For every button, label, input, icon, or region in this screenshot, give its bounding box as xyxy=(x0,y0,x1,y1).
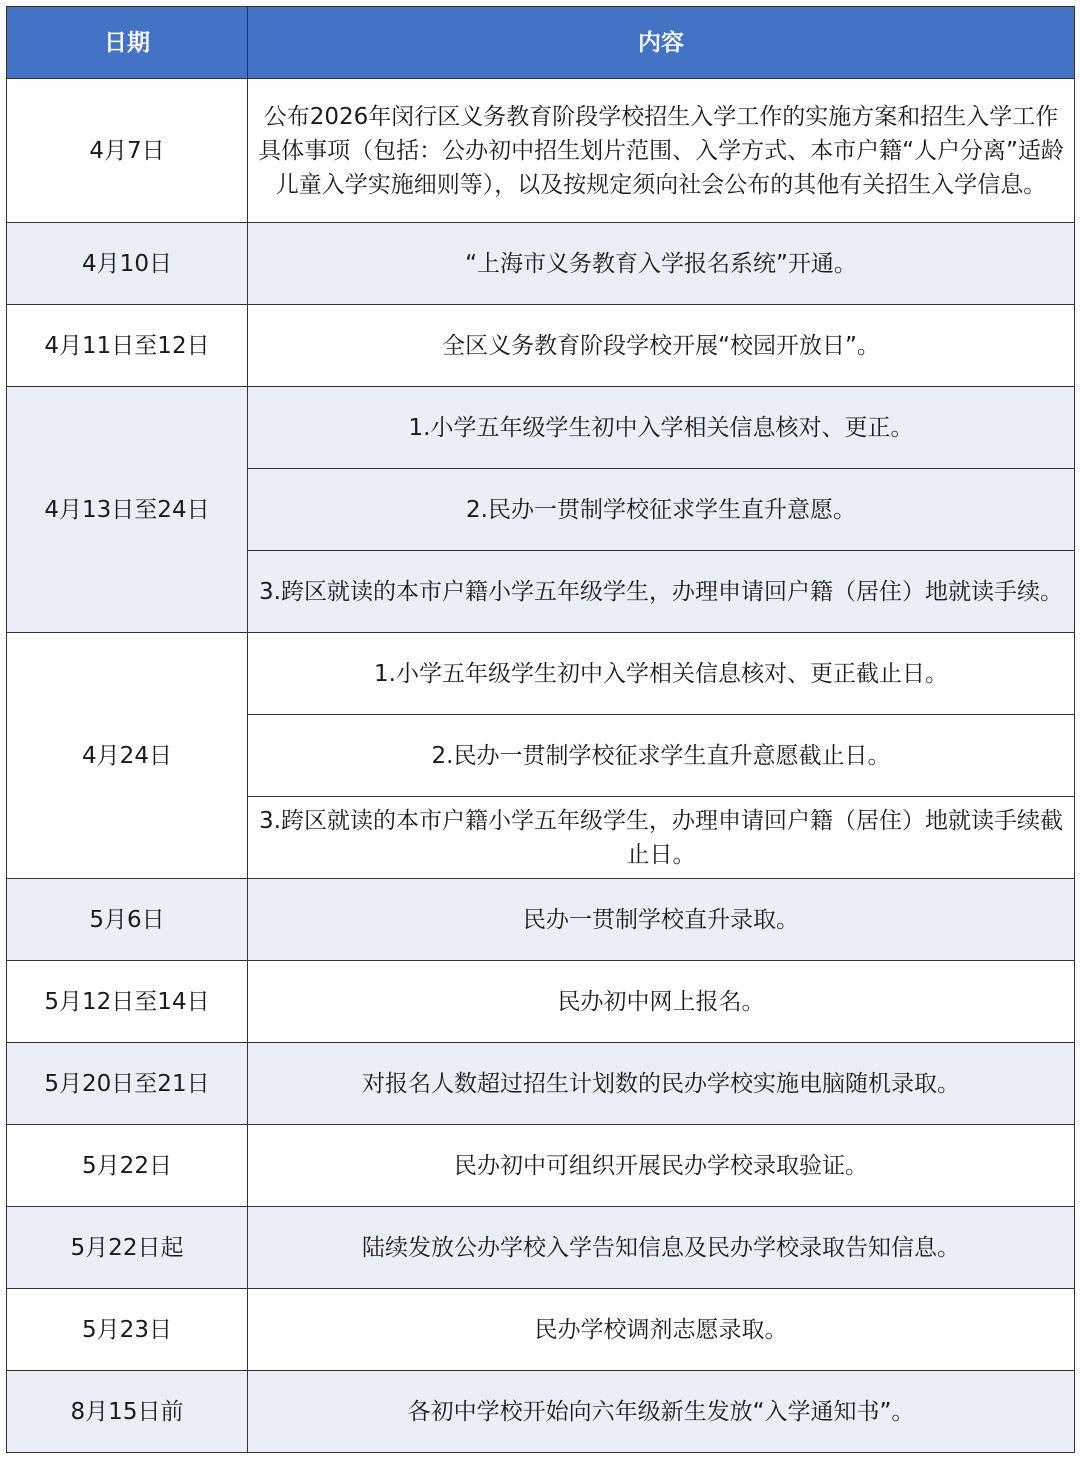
content-cell: 公布2026年闵行区义务教育阶段学校招生入学工作的实施方案和招生入学工作具体事项（包括：公办初中招生划片范围、入学方式、本市户籍“人户分离”适龄儿童入学实施细则等），以及按规定须向社会公布的其他有关招生入学信息。 xyxy=(248,79,1075,223)
date-cell: 5月23日 xyxy=(7,1289,248,1371)
content-cell: 对报名人数超过招生计划数的民办学校实施电脑随机录取。 xyxy=(248,1043,1075,1125)
table-row xyxy=(7,1207,1075,1289)
table-row xyxy=(7,1289,1075,1371)
table-header-row xyxy=(7,7,1075,79)
table-row xyxy=(7,387,1075,469)
date-cell: 4月24日 xyxy=(7,633,248,879)
content-cell: 民办初中可组织开展民办学校录取验证。 xyxy=(248,1125,1075,1207)
table-row xyxy=(7,79,1075,223)
content-cell: 2.民办一贯制学校征求学生直升意愿截止日。 xyxy=(248,715,1075,797)
table-row xyxy=(7,1371,1075,1453)
content-cell: 1.小学五年级学生初中入学相关信息核对、更正截止日。 xyxy=(248,633,1075,715)
date-cell: 4月13日至24日 xyxy=(7,387,248,633)
content-cell: “上海市义务教育入学报名系统”开通。 xyxy=(248,223,1075,305)
table-row xyxy=(7,633,1075,715)
date-cell: 4月10日 xyxy=(7,223,248,305)
date-cell: 4月11日至12日 xyxy=(7,305,248,387)
schedule-table-wrapper xyxy=(6,6,1074,1453)
date-cell: 8月15日前 xyxy=(7,1371,248,1453)
table-row xyxy=(7,223,1075,305)
content-cell: 陆续发放公办学校入学告知信息及民办学校录取告知信息。 xyxy=(248,1207,1075,1289)
date-cell: 4月7日 xyxy=(7,79,248,223)
header-date: 日期 xyxy=(7,7,248,79)
date-cell: 5月20日至21日 xyxy=(7,1043,248,1125)
content-cell: 民办初中网上报名。 xyxy=(248,961,1075,1043)
table-row xyxy=(7,1043,1075,1125)
content-cell: 3.跨区就读的本市户籍小学五年级学生，办理申请回户籍（居住）地就读手续截止日。 xyxy=(248,797,1075,879)
content-cell: 2.民办一贯制学校征求学生直升意愿。 xyxy=(248,469,1075,551)
date-cell: 5月12日至14日 xyxy=(7,961,248,1043)
enrollment-schedule-table xyxy=(6,6,1075,1453)
date-cell: 5月22日 xyxy=(7,1125,248,1207)
table-row xyxy=(7,961,1075,1043)
content-cell: 3.跨区就读的本市户籍小学五年级学生，办理申请回户籍（居住）地就读手续。 xyxy=(248,551,1075,633)
content-cell: 全区义务教育阶段学校开展“校园开放日”。 xyxy=(248,305,1075,387)
content-cell: 民办学校调剂志愿录取。 xyxy=(248,1289,1075,1371)
table-row xyxy=(7,1125,1075,1207)
header-content: 内容 xyxy=(248,7,1075,79)
content-cell: 各初中学校开始向六年级新生发放“入学通知书”。 xyxy=(248,1371,1075,1453)
date-cell: 5月6日 xyxy=(7,879,248,961)
table-row xyxy=(7,305,1075,387)
date-cell: 5月22日起 xyxy=(7,1207,248,1289)
content-cell: 民办一贯制学校直升录取。 xyxy=(248,879,1075,961)
table-row xyxy=(7,879,1075,961)
content-cell: 1.小学五年级学生初中入学相关信息核对、更正。 xyxy=(248,387,1075,469)
